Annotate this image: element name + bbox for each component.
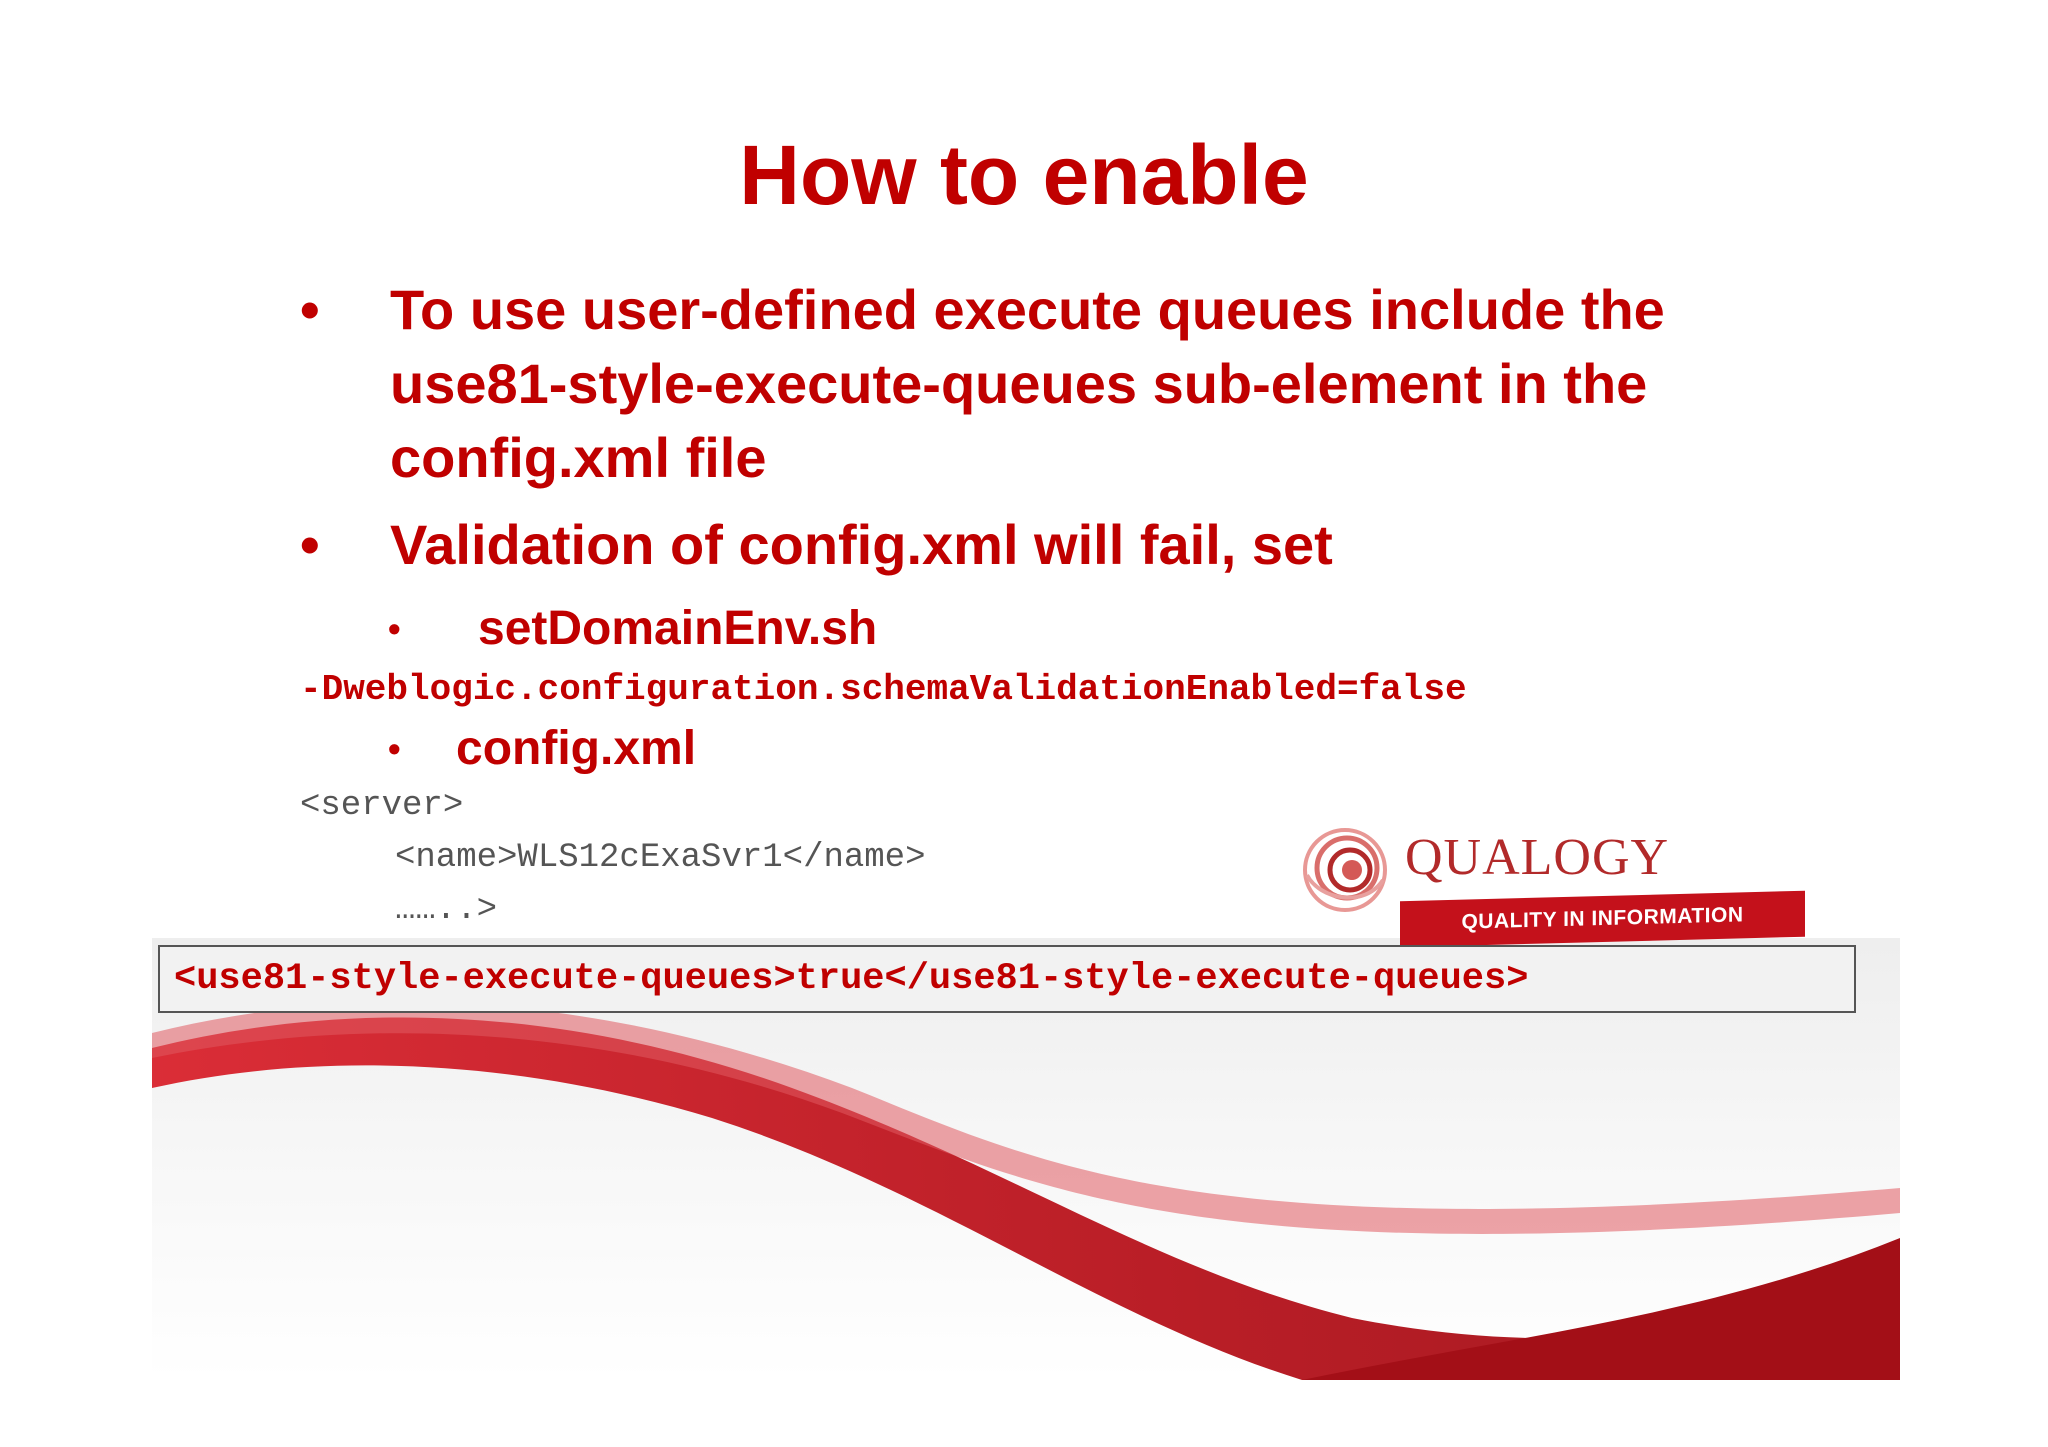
sub-bullet-marker: •: [388, 608, 401, 649]
sub-bullet-text: config.xml: [456, 722, 697, 775]
slide-title: How to enable: [739, 128, 1309, 222]
xml-code-line: <name>WLS12cExaSvr1</name>: [395, 839, 926, 877]
highlighted-code-box: [158, 945, 1856, 1013]
jvm-flag-code: -Dweblogic.configuration.schemaValidationEnabled=false: [300, 669, 1467, 710]
bullet-marker: •: [300, 278, 320, 341]
sub-bullet-text: setDomainEnv.sh: [478, 602, 878, 655]
highlighted-code-text: <use81-style-execute-queues>true</use81-style-execute-queues>: [174, 958, 1529, 1000]
qualogy-logo: [1295, 820, 1815, 950]
bullet-text: Validation of config.xml will fail, set: [390, 513, 1333, 576]
logo-tagline: QUALITY IN INFORMATION: [1400, 891, 1805, 948]
bullet-marker: •: [300, 513, 320, 576]
sub-bullet-marker: •: [388, 728, 401, 769]
xml-code-line: <server>: [300, 787, 464, 825]
xml-code-line: ……..>: [395, 891, 498, 929]
swirl-logo-icon: [1295, 820, 1395, 920]
logo-wordmark: QUALOGY: [1405, 829, 1670, 886]
bullet-text: To use user-defined execute queues include the use81-style-execute-queues sub-element in the config.xml file: [390, 278, 1665, 489]
